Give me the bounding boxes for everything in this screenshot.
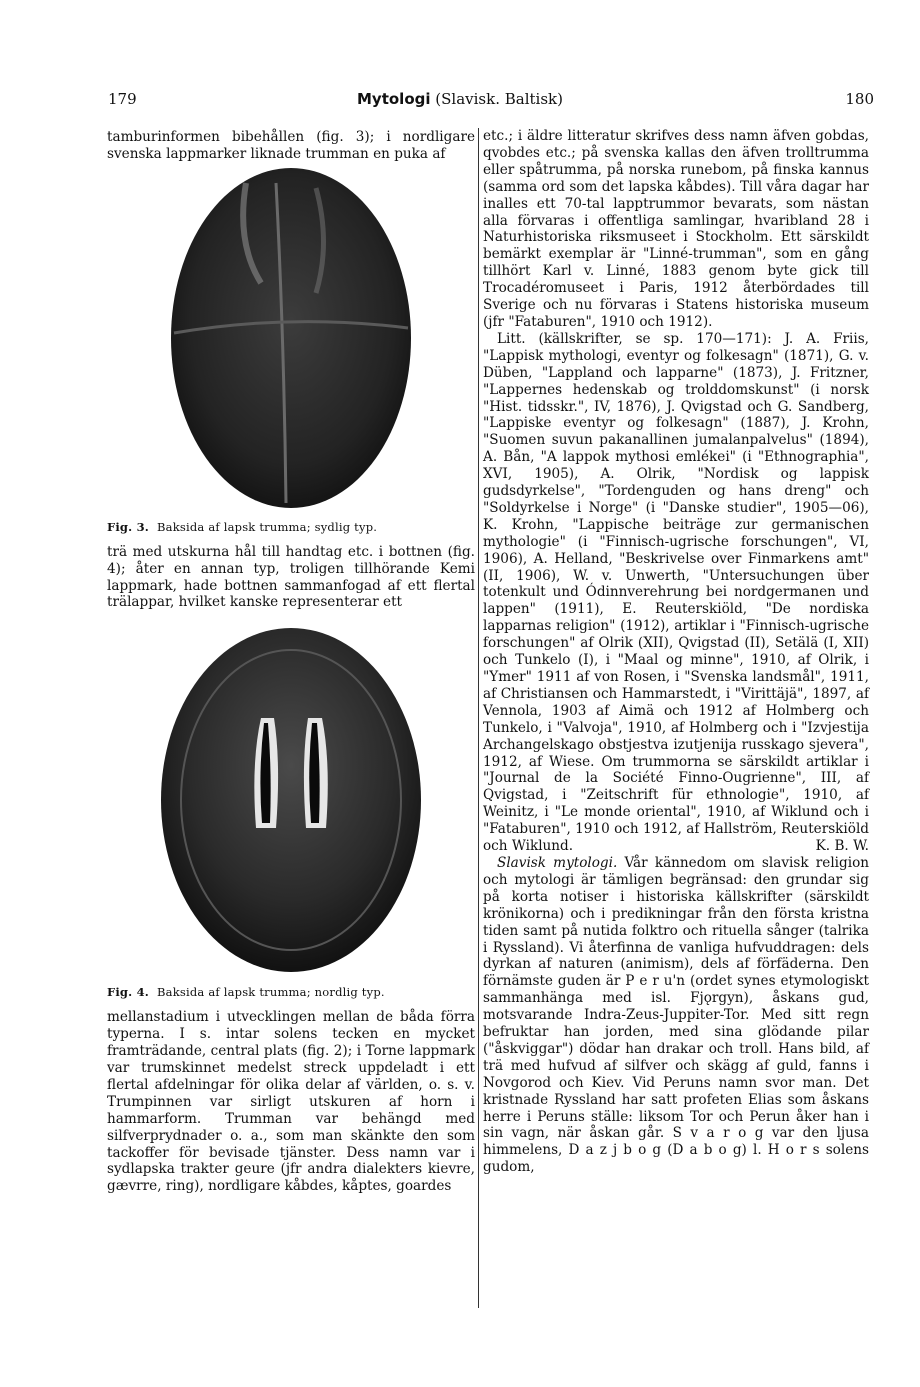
author-signature: K. B. W. <box>815 838 869 855</box>
page-number-left: 179 <box>108 90 137 108</box>
left-end-text: mellanstadium i utvecklingen mellan de båda förra typerna. I s. intar solens tecken en mycket framträdande, central plats (fig. 2); i Torne lappmark var trumskinnet medelst streck uppdeladt i ett flertal afdelningar för olika delar af världen, o. s. v. Trumpinnen var sirligt utskuren af horn i hammarform. Trumman var behängd med silfverprydnader o. a., som man skänkte den som tackoffer för bevisade tjänster. Dess namn var i sydlapska trakter geure (jfr andra dialekters kievre, gævrre, ring), nordligare kåbdes, kåptes, goardes <box>107 1009 475 1195</box>
right-paragraph-slavic <box>483 855 869 1176</box>
page-number-right: 180 <box>845 90 874 108</box>
figure-4 <box>107 623 475 1001</box>
running-title-rest: (Slavisk. Baltisk) <box>430 90 563 108</box>
figure-4-caption <box>107 984 475 1001</box>
figure-4-label: Fig. 4. <box>107 985 149 1000</box>
page-header <box>0 90 920 114</box>
figure-3 <box>107 163 475 536</box>
figure-3-caption <box>107 519 475 536</box>
figure-4-caption-text: Baksida af lapsk trumma; nordlig typ. <box>157 985 385 1000</box>
figure-3-label: Fig. 3. <box>107 519 149 534</box>
literature-text: Litt. (källskrifter, se sp. 170—171): J. A. Friis, "Lappisk mythologi, eventyr og folkesagn" (1871), G. v. Düben, "Lappland och lapparne" (1873), J. Fritzner, "Lappernes hedenskab og trolddomskunst" (i norsk "Hist. tidsskr.", IV, 1876), J. Qvigstad och G. Sandberg, "Lappiske eventyr og folkesagn" (1887), J. Krohn, "Suomen suvun pakanallinen jumalanpalvelus" (1894), A. Bån, "A lappok mythosi emlékei" (i "Ethnographia", XVI, 1905), A. Olrik, "Nordisk og lappisk gudsdyrkelse", "Tordenguden og hans dreng" och "Soldyrkelse i Norge" (i "Danske studier", 1905—06), K. Krohn, "Lappische beiträge zur germanischen mythologie" (i "Finnisch-ugrische forschungen", VI, 1906), A. Helland, "Beskrivelse over Finmarkens amt" (II, 1906), W. v. Unwerth, "Untersuchungen über totenkult und Ódinnverehrung bei nordgermanen und lappen" (1911), E. Reuterskiöld, "De nordiska lapparnas religion" (1912), artiklar i "Finnisch-ugrische forschungen" af Olrik (XII), Qvigstad (II), Setälä (I, XII) och Tunkelo (I), i "Maal og minne", 1910, af Olrik, i "Ymer" 1911 af von Rosen, i "Svenska landsmål", 1911, af Christiansen och Hammarstedt, i "Virittäjä", 1897, af Vennola, 1903 af Aimä och 1912 af Holmberg och Tunkelo, i "Valvoja", 1910, af Holmberg och i "Izvjestija Archangelskago obstjestva izutjenija russkago sjevera", 1912, af Wiese. Om trummorna se särskildt artiklar i "Journal de la Société Finno-Ougrienne", III, af Qvigstad, i "Zeitschrift für ethnologie", 1910, af Weinitz, i "Le monde oriental", 1910, af Wiklund och i "Fataburen", 1910 och 1912, af Hallström, Reuterskiöld och Wiklund. <box>483 330 869 855</box>
drum-image-northern <box>107 623 475 978</box>
slavic-heading: Slavisk mytologi. <box>497 854 618 871</box>
slavic-text: Vår kännedom om slavisk religion och mytologi är tämligen begränsad: den grundar sig på korta notiser i historiska källskrifter (särskildt krönikorna) och i predikningar från den första kristna tiden samt på nutida folktro och rituella sånger (talrika i Ryssland). Vi återfinna de vanliga hufvuddragen: dels dyrkan af naturen (animism), dels af förfäderna. Den förnämste guden är P e r u'n (ordet synes etymologiskt sammanhänga med isl. Fjǫrgyn), åskans gud, motsvarande Indra-Zeus-Juppiter-Tor. Med sitt regn befruktar han jorden, med sina glödande pilar ("åskviggar") dödar han drakar och troll. Hans bild, af trä med hufvud af silfver och skägg af guld, fanns i Novgorod och Kiev. Vid Peruns namn svor man. Det kristnade Ryssland har satt profeten Elias som åskans herre i Peruns ställe: liksom Tor och Perun åker han i sin vagn, när åskan går. S v a r o g var den ljusa himmelens, D a z j b o g (D a b o g) l. H o r s solens gudom, <box>483 854 870 1176</box>
right-paragraph-literature <box>483 331 869 855</box>
column-divider <box>478 128 479 1308</box>
running-title-bold: Mytologi <box>357 90 431 108</box>
left-middle-text: trä med utskurna hål till handtag etc. i bottnen (fig. 4); åter en annan typ, troligen tillhörande Kemi lappmark, hade bottnen sammanfogad af ett flertal trälappar, hvilket kanske representerar ett <box>107 543 475 611</box>
drum-image-southern <box>107 163 475 513</box>
right-column <box>483 128 869 1176</box>
figure-3-caption-text: Baksida af lapsk trumma; sydlig typ. <box>157 519 378 534</box>
left-column <box>107 129 475 1195</box>
running-title <box>0 90 920 108</box>
left-intro-text: tamburinformen bibehållen (fig. 3); i nordligare svenska lappmarker liknade trumman en puka af <box>107 129 475 162</box>
right-paragraph-1: etc.; i äldre litteratur skrifves dess namn äfven gobdas, qvobdes etc.; på svenska kallas den äfven trolltrumma eller spåtrumma, på norska runebom, på finska kannus (samma ord som det lapska kåbdes). Till våra dagar har inalles ett 70-tal lapptrummor bevarats, som nästan alla förvaras i offentliga samlingar, hvaribland 28 i Naturhistoriska riksmuseet i Stockholm. Ett särskildt bemärkt exemplar är "Linné-trumman", som en gång tillhört Karl v. Linné, 1883 genom byte gick till Trocadéromuseet i Paris, 1912 återbördades till Sverige och nu förvaras i Statens historiska museum (jfr "Fataburen", 1910 och 1912). <box>483 128 869 330</box>
